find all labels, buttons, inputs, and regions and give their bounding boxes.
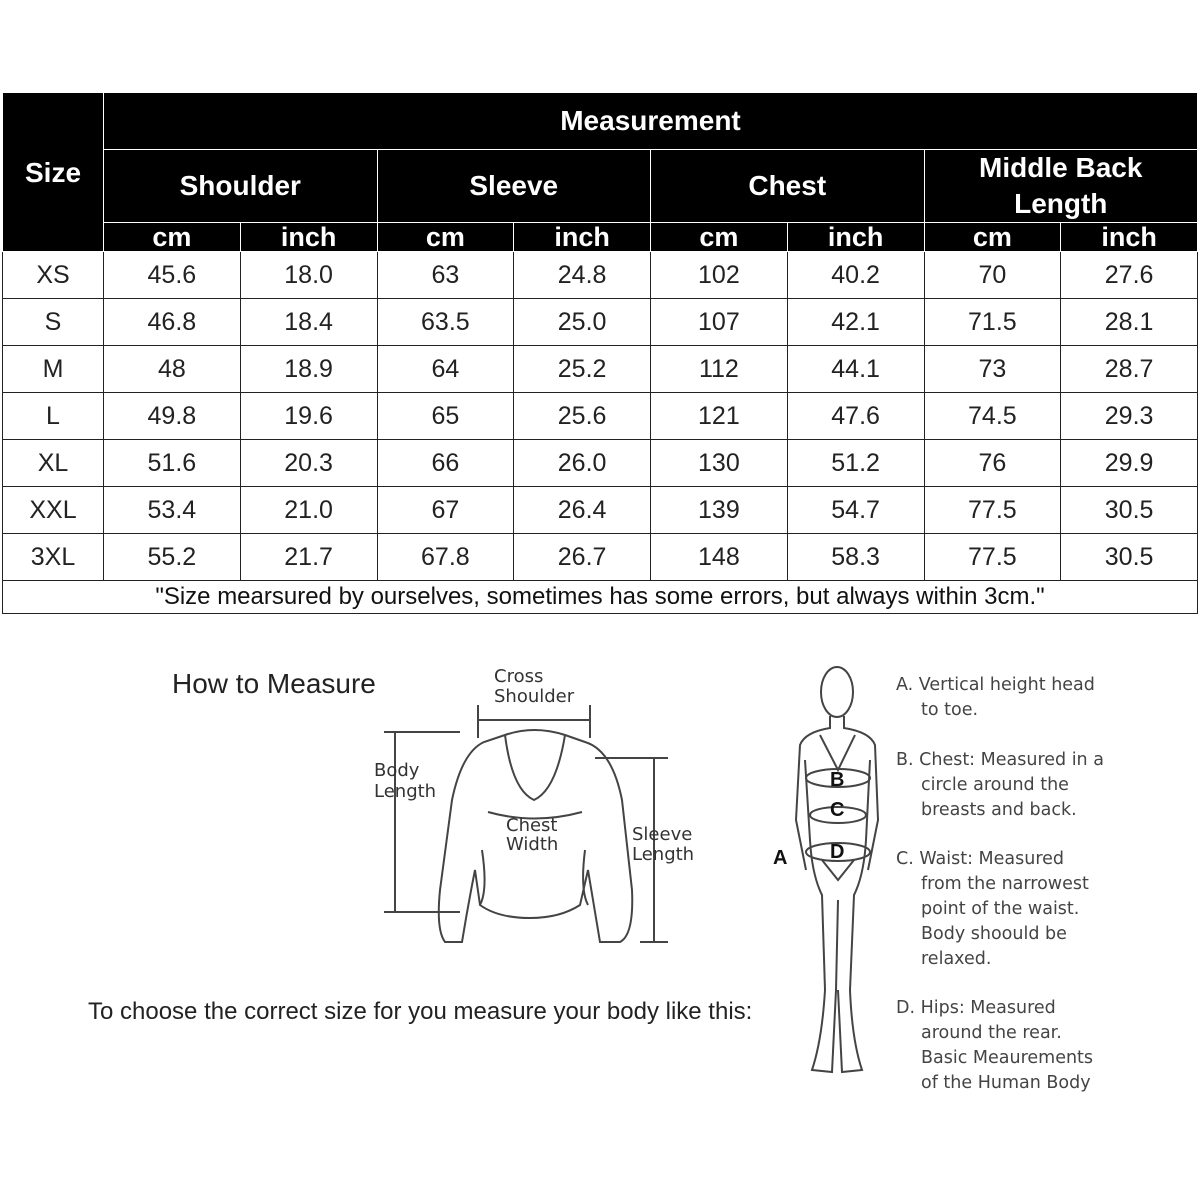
- value-cell: 53.4: [104, 487, 241, 534]
- size-column-header: Size: [3, 93, 104, 252]
- value-cell: 76: [924, 440, 1061, 487]
- value-cell: 40.2: [787, 252, 924, 299]
- value-cell: 47.6: [787, 393, 924, 440]
- unit-header: cm: [104, 223, 241, 252]
- size-cell: L: [3, 393, 104, 440]
- value-cell: 42.1: [787, 299, 924, 346]
- value-cell: 139: [651, 487, 788, 534]
- sweater-neckline: [505, 735, 565, 800]
- value-cell: 54.7: [787, 487, 924, 534]
- value-cell: 25.0: [514, 299, 651, 346]
- value-cell: 24.8: [514, 252, 651, 299]
- value-cell: 58.3: [787, 534, 924, 581]
- value-cell: 74.5: [924, 393, 1061, 440]
- value-cell: 70: [924, 252, 1061, 299]
- description-line: of the Human Body: [921, 1073, 1091, 1093]
- group-header-middle-back-length: Middle Back Length: [924, 150, 1198, 223]
- sleeve-length-label: Length: [632, 844, 695, 865]
- size-cell: 3XL: [3, 534, 104, 581]
- value-cell: 77.5: [924, 534, 1061, 581]
- value-cell: 148: [651, 534, 788, 581]
- value-cell: 25.2: [514, 346, 651, 393]
- value-cell: 29.3: [1061, 393, 1198, 440]
- body-letter-a: A: [773, 847, 788, 869]
- size-cell: XS: [3, 252, 104, 299]
- description-line: breasts and back.: [921, 800, 1077, 820]
- description-heading: C. Waist: Measured: [896, 849, 1065, 869]
- description-line: circle around the: [921, 775, 1069, 795]
- value-cell: 21.7: [240, 534, 377, 581]
- description-line: relaxed.: [921, 949, 992, 969]
- value-cell: 29.9: [1061, 440, 1198, 487]
- value-cell: 46.8: [104, 299, 241, 346]
- body-letter-c: C: [830, 799, 845, 821]
- value-cell: 19.6: [240, 393, 377, 440]
- choose-size-instruction: To choose the correct size for you measure your body like this:: [88, 998, 753, 1025]
- head: [821, 667, 853, 717]
- value-cell: 112: [651, 346, 788, 393]
- value-cell: 20.3: [240, 440, 377, 487]
- value-cell: 71.5: [924, 299, 1061, 346]
- description-heading: A. Vertical height head: [896, 675, 1095, 695]
- measurement-description: [896, 673, 1186, 723]
- unit-header: inch: [240, 223, 377, 252]
- value-cell: 26.0: [514, 440, 651, 487]
- unit-header: inch: [787, 223, 924, 252]
- group-header-shoulder: Shoulder: [104, 150, 378, 223]
- value-cell: 18.0: [240, 252, 377, 299]
- size-cell: S: [3, 299, 104, 346]
- value-cell: 51.2: [787, 440, 924, 487]
- value-cell: 66: [377, 440, 514, 487]
- unit-header: inch: [1061, 223, 1198, 252]
- description-heading: D. Hips: Measured: [896, 998, 1056, 1018]
- measurement-header: Measurement: [104, 93, 1198, 150]
- chest-width-label: Width: [506, 834, 559, 855]
- unit-header: cm: [924, 223, 1061, 252]
- value-cell: 48: [104, 346, 241, 393]
- description-line: Body shoould be: [921, 924, 1067, 944]
- value-cell: 63: [377, 252, 514, 299]
- value-cell: 130: [651, 440, 788, 487]
- value-cell: 65: [377, 393, 514, 440]
- body-length-label: Length: [374, 781, 437, 802]
- value-cell: 121: [651, 393, 788, 440]
- body-letter-b: B: [830, 769, 845, 791]
- value-cell: 63.5: [377, 299, 514, 346]
- value-cell: 28.7: [1061, 346, 1198, 393]
- unit-header: cm: [651, 223, 788, 252]
- chest-width-label: Chest: [506, 815, 558, 836]
- measurement-description: [896, 748, 1186, 823]
- value-cell: 26.4: [514, 487, 651, 534]
- description-heading: B. Chest: Measured in a: [896, 750, 1104, 770]
- value-cell: 55.2: [104, 534, 241, 581]
- value-cell: 30.5: [1061, 534, 1198, 581]
- value-cell: 27.6: [1061, 252, 1198, 299]
- value-cell: 102: [651, 252, 788, 299]
- cross-shoulder-label: Cross: [494, 666, 544, 687]
- unit-header: cm: [377, 223, 514, 252]
- description-line: around the rear.: [921, 1023, 1062, 1043]
- sleeve-length-label: Sleeve: [632, 824, 693, 845]
- measurement-description: [896, 847, 1186, 972]
- value-cell: 49.8: [104, 393, 241, 440]
- how-to-measure-title: How to Measure: [172, 668, 376, 699]
- value-cell: 107: [651, 299, 788, 346]
- body-figure: [784, 667, 878, 1080]
- size-cell: M: [3, 346, 104, 393]
- value-cell: 44.1: [787, 346, 924, 393]
- table-note: "Size mearsured by ourselves, sometimes has some errors, but always within 3cm.": [3, 581, 1198, 614]
- value-cell: 26.7: [514, 534, 651, 581]
- group-header-chest: Chest: [651, 150, 925, 223]
- value-cell: 21.0: [240, 487, 377, 534]
- value-cell: 64: [377, 346, 514, 393]
- measurement-description: [896, 996, 1186, 1096]
- description-line: Basic Meaurements: [921, 1048, 1094, 1068]
- value-cell: 18.9: [240, 346, 377, 393]
- value-cell: 45.6: [104, 252, 241, 299]
- value-cell: 77.5: [924, 487, 1061, 534]
- size-cell: XL: [3, 440, 104, 487]
- value-cell: 67.8: [377, 534, 514, 581]
- value-cell: 18.4: [240, 299, 377, 346]
- value-cell: 73: [924, 346, 1061, 393]
- value-cell: 30.5: [1061, 487, 1198, 534]
- description-line: to toe.: [921, 700, 979, 720]
- unit-header: inch: [514, 223, 651, 252]
- value-cell: 67: [377, 487, 514, 534]
- value-cell: 28.1: [1061, 299, 1198, 346]
- value-cell: 25.6: [514, 393, 651, 440]
- group-header-sleeve: Sleeve: [377, 150, 651, 223]
- description-line: point of the waist.: [921, 899, 1080, 919]
- size-cell: XXL: [3, 487, 104, 534]
- description-line: from the narrowest: [921, 874, 1089, 894]
- value-cell: 51.6: [104, 440, 241, 487]
- cross-shoulder-label: Shoulder: [494, 686, 575, 707]
- body-length-label: Body: [374, 760, 420, 781]
- body-letter-d: D: [830, 841, 845, 863]
